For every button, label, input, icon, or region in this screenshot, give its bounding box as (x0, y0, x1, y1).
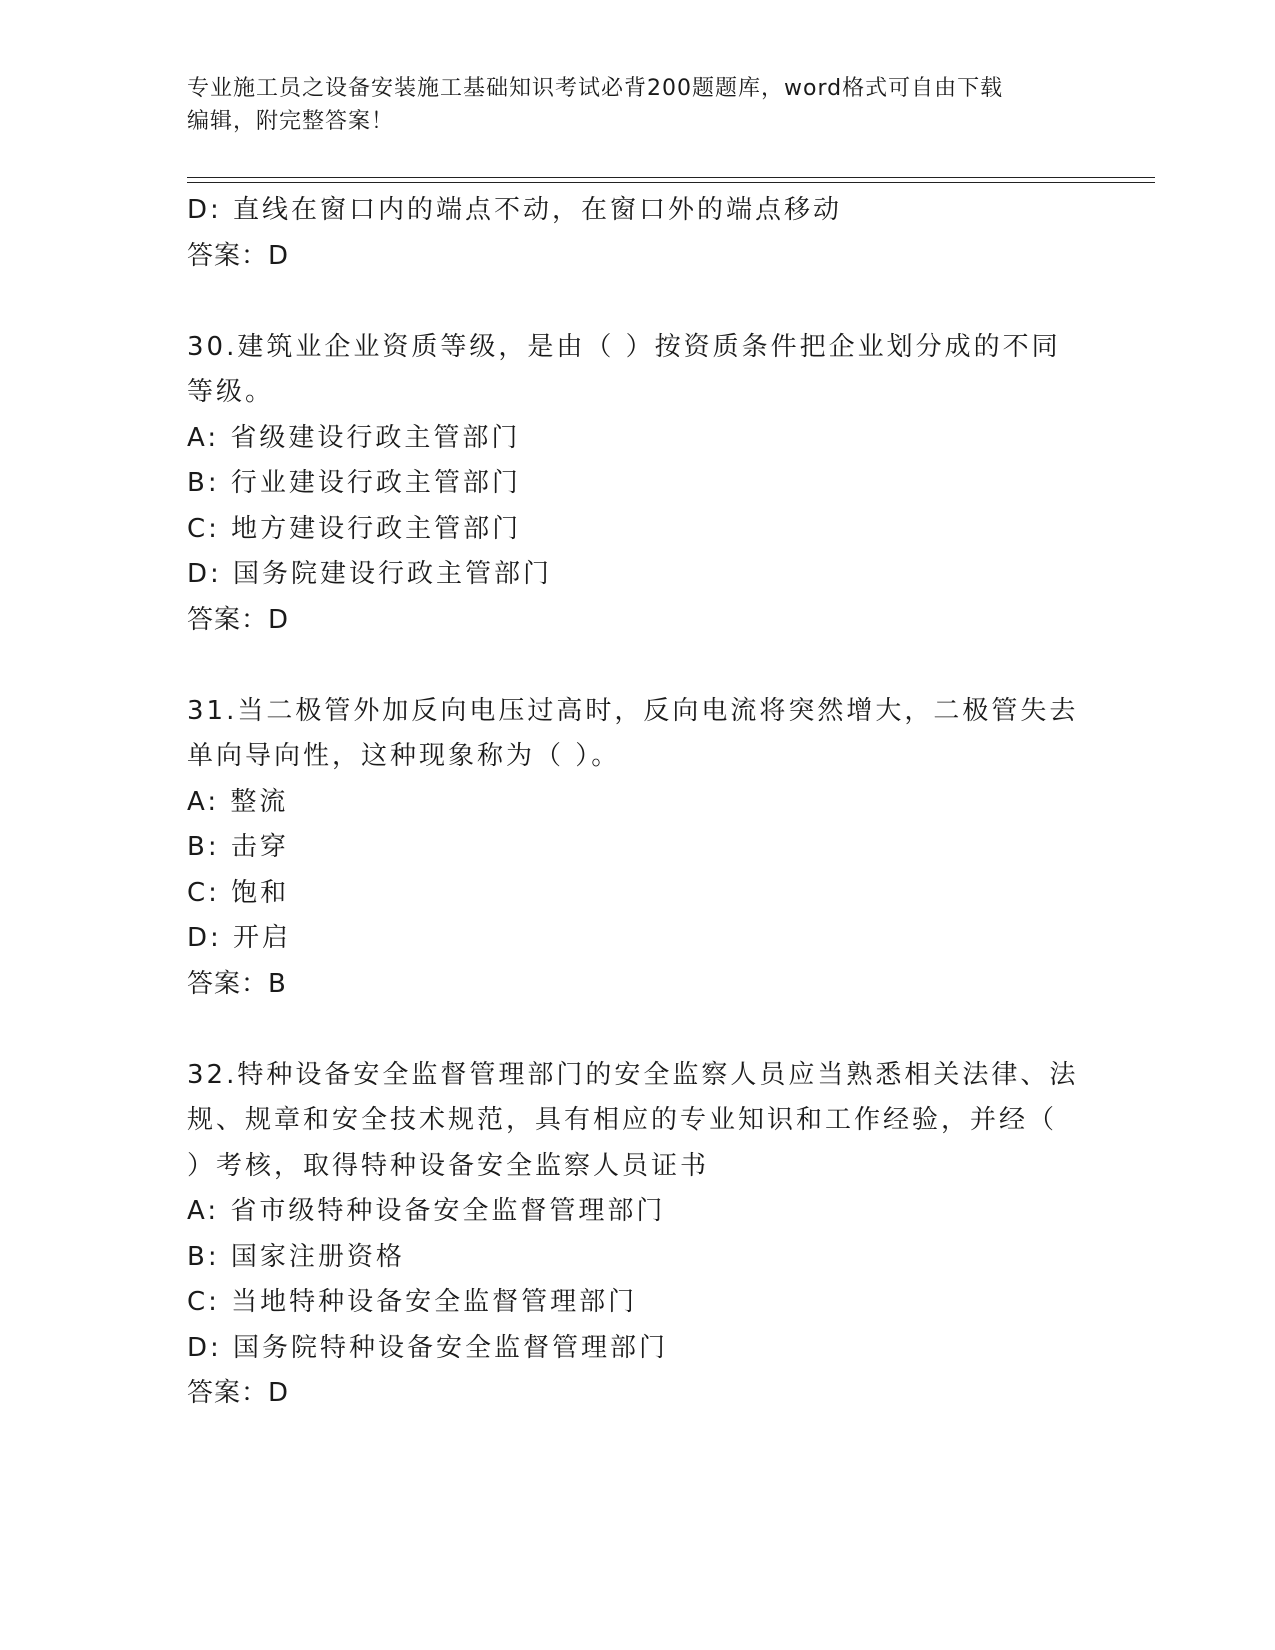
header-title-line-1: 专业施工员之设备安装施工基础知识考试必背200题题库，word格式可自由下载 (187, 76, 1004, 101)
header-divider-top (187, 177, 1155, 178)
question-text-line: ）考核，取得特种设备安全监察人员证书 (187, 1150, 710, 1181)
question-30 (187, 325, 1087, 644)
prev-answer: 答案：D (187, 240, 290, 271)
option-b: B: 击穿 (187, 832, 289, 862)
question-text-line: 31.当二极管外加反向电压过高时，反向电流将突然增大，二极管失去 (187, 695, 1079, 726)
spacer (187, 279, 1087, 325)
answer: 答案：D (187, 604, 290, 635)
question-text-line: 规、规章和安全技术规范，具有相应的专业知识和工作经验，并经（ (187, 1105, 1058, 1135)
question-31 (187, 689, 1087, 1008)
header-title-line-2: 编辑，附完整答案！ (187, 109, 395, 134)
option-b: B: 行业建设行政主管部门 (187, 468, 521, 498)
option-b: B: 国家注册资格 (187, 1241, 405, 1272)
question-text-line: 等级。 (187, 377, 275, 407)
option-a: A: 省市级特种设备安全监督管理部门 (187, 1196, 666, 1226)
option-d: D: 国务院特种设备安全监督管理部门 (187, 1332, 669, 1363)
option-a: A: 整流 (187, 786, 289, 817)
question-32 (187, 1053, 1087, 1417)
question-text-line: 单向导向性，这种现象称为（ ）。 (187, 741, 621, 771)
header-divider-bottom (187, 182, 1155, 183)
option-c: C: 饱和 (187, 877, 290, 908)
question-text-line: 32.特种设备安全监督管理部门的安全监察人员应当熟悉相关法律、法 (187, 1059, 1079, 1090)
question-list (187, 188, 1087, 1417)
document-header (187, 72, 1067, 138)
answer: 答案：D (187, 1378, 290, 1408)
prev-option-d: D: 直线在窗口内的端点不动，在窗口外的端点移动 (187, 195, 843, 225)
question-text-line: 30.建筑业企业资质等级，是由（ ）按资质条件把企业划分成的不同 (187, 331, 1061, 362)
option-d: D: 国务院建设行政主管部门 (187, 559, 553, 589)
option-c: C: 当地特种设备安全监督管理部门 (187, 1287, 638, 1317)
spacer (187, 1007, 1087, 1053)
answer: 答案：B (187, 968, 287, 999)
option-d: D: 开启 (187, 923, 292, 953)
option-a: A: 省级建设行政主管部门 (187, 422, 521, 453)
spacer (187, 643, 1087, 689)
option-c: C: 地方建设行政主管部门 (187, 513, 522, 544)
